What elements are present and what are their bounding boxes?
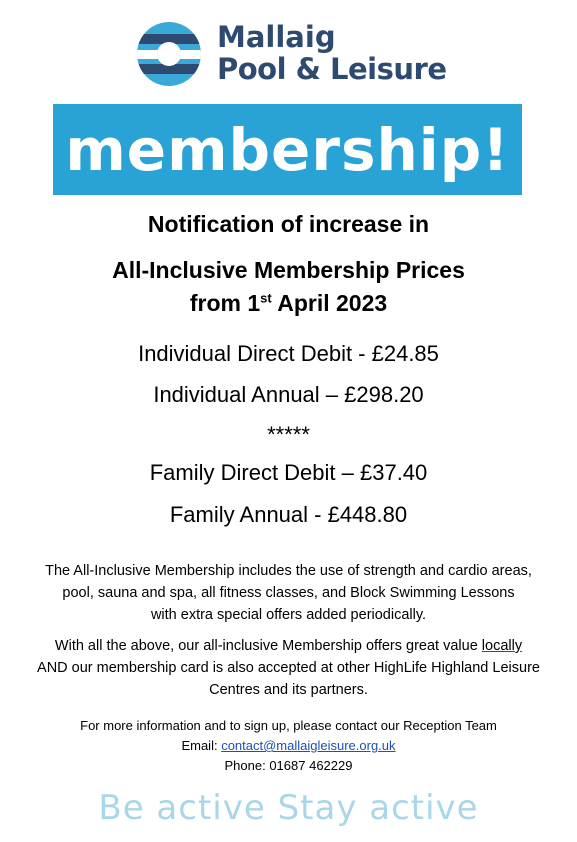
heading-date-prefix: from 1 bbox=[189, 290, 261, 316]
email-link[interactable]: contact@mallaigleisure.org.uk bbox=[221, 738, 396, 753]
price-individual-direct-debit: Individual Direct Debit - £24.85 bbox=[138, 341, 439, 366]
price-individual-annual: Individual Annual – £298.20 bbox=[153, 382, 424, 407]
info-paragraph-line3: with extra special offers added periodically. bbox=[150, 607, 427, 623]
value-paragraph-line1 bbox=[0, 635, 577, 657]
logo bbox=[135, 20, 455, 90]
logo-title-line2: Pool & Leisure bbox=[217, 52, 447, 86]
email-label: Email: bbox=[181, 738, 222, 753]
price-family-annual: Family Annual - £448.80 bbox=[169, 502, 408, 527]
wave-ring-icon bbox=[135, 20, 203, 88]
heading-line1: Notification of increase in bbox=[147, 211, 430, 237]
logo-title-line1: Mallaig bbox=[217, 20, 336, 54]
value-text: With all the above, our all-inclusive Membership offers great value bbox=[54, 638, 482, 654]
price-separator: ***** bbox=[267, 422, 310, 447]
contact-email-line bbox=[0, 736, 577, 756]
contact-intro: For more information and to sign up, please contact our Reception Team bbox=[80, 718, 497, 733]
heading-date-superscript: st bbox=[260, 290, 272, 306]
heading-date-suffix: April 2023 bbox=[271, 290, 388, 316]
locally-emphasis: locally bbox=[481, 638, 523, 654]
banner-text: membership! bbox=[65, 115, 510, 184]
heading-line2: All-Inclusive Membership Prices bbox=[112, 257, 465, 283]
membership-banner bbox=[53, 104, 522, 195]
value-paragraph-line3: Centres and its partners. bbox=[209, 682, 368, 698]
value-paragraph-line2: AND our membership card is also accepted at other HighLife Highland Leisure bbox=[37, 660, 540, 676]
info-paragraph-line1: The All-Inclusive Membership includes the use of strength and cardio areas, bbox=[45, 563, 532, 579]
price-family-direct-debit: Family Direct Debit – £37.40 bbox=[149, 460, 428, 485]
tagline: Be active Stay active bbox=[98, 788, 479, 828]
info-paragraph-line2: pool, sauna and spa, all fitness classes, and Block Swimming Lessons bbox=[62, 585, 515, 601]
contact-phone: Phone: 01687 462229 bbox=[224, 758, 353, 773]
heading-line3 bbox=[0, 290, 577, 317]
